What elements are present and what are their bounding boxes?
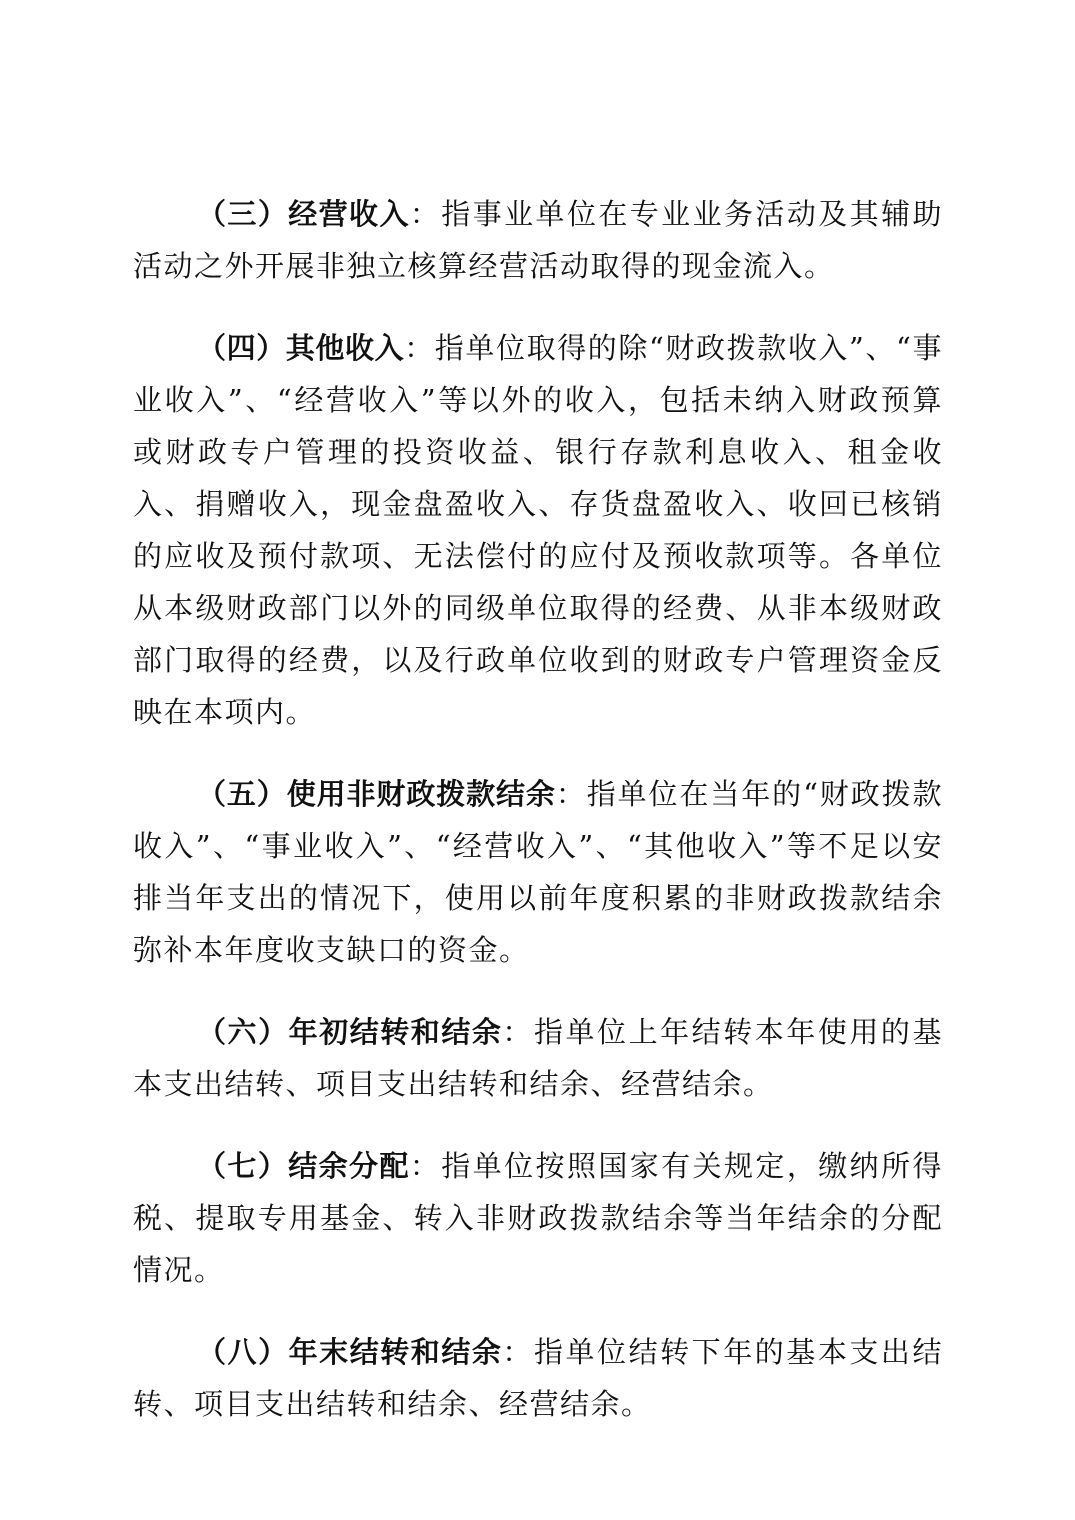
paragraph-opening-carryover	[133, 1006, 943, 1110]
paragraph-surplus-distribution	[133, 1140, 943, 1296]
paragraph-text: ：指单位在当年的“财政拨款收入”、“事业收入”、“经营收入”、“其他收入”等不足以安排当年支出的情况下，使用以前年度积累的非财政拨款结余弥补本年度收支缺口的资金。	[133, 777, 943, 967]
paragraph-text: ：指单位结转下年的基本支出结转、项目支出结转和结余、经营结余。	[133, 1335, 943, 1421]
paragraph-heading: （五）使用非财政拨款结余	[197, 777, 556, 811]
paragraph-text: ：指事业单位在专业业务活动及其辅助活动之外开展非独立核算经营活动取得的现金流入。	[133, 197, 943, 283]
paragraph-heading: （三）经营收入	[197, 197, 410, 231]
paragraph-heading: （六）年初结转和结余	[197, 1015, 503, 1049]
paragraph-text: ：指单位取得的除“财政拨款收入”、“事业收入”、“经营收入”等以外的收入，包括未纳入财政预算或财政专户管理的投资收益、银行存款利息收入、租金收入、捐赠收入，现金盘盈收入、存货盘盈收入、收回已核销的应收及预付款项、无法偿付的应付及预收款项等。各单位从本级财政部门以外的同级单位取得的经费、从非本级财政部门取得的经费，以及行政单位收到的财政专户管理资金反映在本项内。	[133, 331, 943, 729]
paragraph-closing-carryover	[133, 1326, 943, 1430]
paragraph-heading: （八）年末结转和结余	[197, 1335, 503, 1369]
paragraph-other-income	[133, 322, 943, 738]
paragraph-non-fiscal-surplus-use	[133, 768, 943, 976]
paragraph-text: ：指单位按照国家有关规定，缴纳所得税、提取专用基金、转入非财政拨款结余等当年结余的分配情况。	[133, 1149, 943, 1287]
paragraph-operating-income	[133, 188, 943, 292]
document-body	[133, 188, 943, 1460]
paragraph-heading: （七）结余分配	[197, 1149, 410, 1183]
paragraph-heading: （四）其他收入	[197, 331, 405, 365]
paragraph-text: ：指单位上年结转本年使用的基本支出结转、项目支出结转和结余、经营结余。	[133, 1015, 943, 1101]
